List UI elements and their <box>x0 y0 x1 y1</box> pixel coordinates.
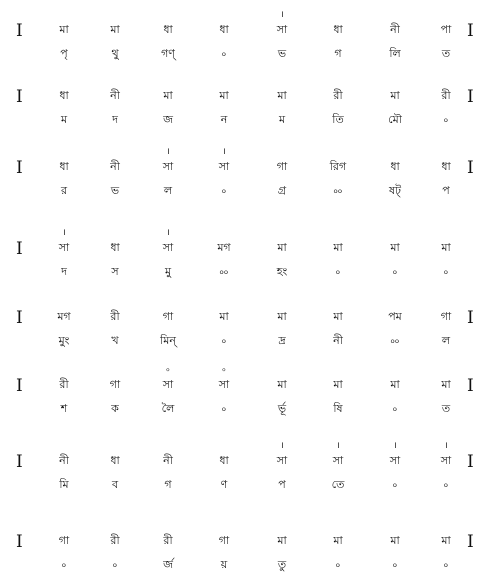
swara-note: নী <box>59 454 69 467</box>
lyric-syllable: ৹ <box>335 558 341 571</box>
swara-note: সা <box>162 241 174 254</box>
swara-note: গা <box>58 534 70 547</box>
lyric-syllable: দ <box>112 113 118 126</box>
swara-note: মা <box>390 89 400 102</box>
swara-note: ধা <box>110 241 120 254</box>
barline-end: I <box>467 87 474 107</box>
lyric-syllable: মু <box>164 265 172 278</box>
swara-note: সা <box>389 454 401 467</box>
barline-end: I <box>467 308 474 328</box>
lyric-syllable: ম <box>278 113 286 126</box>
swara-note: সা <box>332 454 344 467</box>
swara-note: মা <box>390 378 400 391</box>
lyric-syllable: স <box>111 265 119 278</box>
swara-note: সা <box>162 160 174 173</box>
swara-note: ধা <box>390 160 400 173</box>
swara-note: ধা <box>333 23 343 36</box>
barline-start: I <box>16 532 23 552</box>
lyric-syllable: ৹ <box>392 265 398 278</box>
swara-note: রী <box>59 378 69 391</box>
lyric-syllable: র <box>60 184 68 197</box>
lyric-syllable: ভ <box>110 184 120 197</box>
barline-end: I <box>467 532 474 552</box>
lyric-syllable: ৹৹ <box>333 184 343 197</box>
swara-note: সা <box>276 454 288 467</box>
lyric-syllable: ৹ <box>221 47 227 60</box>
swara-note: মগ <box>57 310 71 323</box>
barline-end: I <box>467 376 474 396</box>
lyric-syllable: ৹ <box>392 478 398 491</box>
octave-mark: । <box>280 441 284 451</box>
barline-start: I <box>16 87 23 107</box>
lyric-syllable: লৈ <box>161 402 175 415</box>
swara-note: পা <box>440 23 452 36</box>
lyric-syllable: দ <box>61 265 67 278</box>
swara-note: মা <box>277 378 287 391</box>
swara-note: রী <box>110 310 120 323</box>
swara-note: রী <box>441 89 451 102</box>
swara-note: মা <box>333 241 343 254</box>
swara-note: মা <box>390 534 400 547</box>
swara-note: ধা <box>163 23 173 36</box>
lyric-syllable: ৹ <box>61 558 67 571</box>
lyric-syllable: মি <box>59 478 69 491</box>
octave-mark: । <box>166 228 170 238</box>
lyric-syllable: ন <box>220 113 228 126</box>
swara-note: সা <box>162 378 174 391</box>
swara-note: নী <box>110 89 120 102</box>
lyric-syllable: ব <box>111 478 119 491</box>
lyric-syllable: ৹ <box>221 334 227 347</box>
swara-note: নী <box>163 454 173 467</box>
swara-note: মা <box>277 534 287 547</box>
lyric-syllable: ত <box>441 47 451 60</box>
lyric-syllable: র্ভূ <box>277 402 287 415</box>
lyric-syllable: ল <box>441 334 451 347</box>
swara-note: ধা <box>441 160 451 173</box>
swara-note: সা <box>58 241 70 254</box>
barline-end: I <box>467 158 474 178</box>
octave-mark: । <box>280 10 284 20</box>
lyric-syllable: ষট্ <box>388 184 402 197</box>
barline-start: I <box>16 158 23 178</box>
swara-note: মা <box>277 310 287 323</box>
lyric-syllable: ক <box>111 402 119 415</box>
swara-note: সা <box>218 160 230 173</box>
lyric-syllable: ৹ <box>221 402 227 415</box>
lyric-syllable: তু <box>277 558 287 571</box>
lyric-syllable: তে <box>331 478 345 491</box>
octave-mark: । <box>222 147 226 157</box>
lyric-syllable: ৹ <box>392 402 398 415</box>
lyric-syllable: ৹৹ <box>219 265 229 278</box>
swara-note: মা <box>277 241 287 254</box>
lyric-syllable: ণ <box>220 478 228 491</box>
swara-note: মগ <box>217 241 231 254</box>
swara-note: রী <box>110 534 120 547</box>
swara-note: মা <box>163 89 173 102</box>
swara-note: মা <box>333 310 343 323</box>
swara-note: গা <box>162 310 174 323</box>
octave-mark: । <box>336 441 340 451</box>
octave-mark: । <box>393 441 397 451</box>
lyric-syllable: শ <box>60 402 68 415</box>
lyric-syllable: তি <box>332 113 344 126</box>
lyric-syllable: ষি <box>333 402 343 415</box>
swara-note: রী <box>163 534 173 547</box>
lyric-syllable: হং <box>276 265 288 278</box>
swara-note: মা <box>441 241 451 254</box>
lyric-syllable: মুং <box>58 334 70 347</box>
lyric-syllable: ৹ <box>443 478 449 491</box>
octave-mark: ৹ <box>166 365 170 375</box>
swara-note: রিগ <box>329 160 347 173</box>
swara-note: মা <box>277 89 287 102</box>
barline-start: I <box>16 21 23 41</box>
swara-note: নী <box>110 160 120 173</box>
swara-note: ধা <box>59 160 69 173</box>
lyric-syllable: গ্র <box>277 184 287 197</box>
lyric-syllable: গ <box>164 478 172 491</box>
swara-note: সা <box>440 454 452 467</box>
lyric-syllable: ৹ <box>112 558 118 571</box>
lyric-syllable: জ <box>163 113 173 126</box>
octave-mark: ৹ <box>222 365 226 375</box>
swara-note: গা <box>276 160 288 173</box>
swara-note: ধা <box>219 454 229 467</box>
lyric-syllable: ৹ <box>392 558 398 571</box>
barline-end: I <box>467 21 474 41</box>
lyric-syllable: গ <box>334 47 342 60</box>
lyric-syllable: ৹ <box>335 265 341 278</box>
lyric-syllable: য় <box>220 558 228 571</box>
barline-start: I <box>16 376 23 396</box>
lyric-syllable: ৹ <box>221 184 227 197</box>
lyric-syllable: প <box>442 184 450 197</box>
swara-note: ধা <box>59 89 69 102</box>
swara-note: মা <box>441 378 451 391</box>
lyric-syllable: গণ্ <box>161 47 175 60</box>
swara-note: মা <box>390 241 400 254</box>
lyric-syllable: লি <box>389 47 401 60</box>
barline-start: I <box>16 308 23 328</box>
lyric-syllable: ত <box>441 402 451 415</box>
swara-note: সা <box>276 23 288 36</box>
swara-note: গা <box>218 534 230 547</box>
swara-note: পম <box>388 310 402 323</box>
lyric-syllable: মিন্ <box>160 334 176 347</box>
swara-note: সা <box>218 378 230 391</box>
swara-note: মা <box>219 310 229 323</box>
barline-start: I <box>16 239 23 259</box>
swara-note: মা <box>333 534 343 547</box>
swara-note: মা <box>333 378 343 391</box>
swara-note: মা <box>219 89 229 102</box>
lyric-syllable: থু <box>111 47 119 60</box>
lyric-syllable: মৌ <box>388 113 402 126</box>
lyric-syllable: নী <box>333 334 343 347</box>
lyric-syllable: দ্র <box>278 334 286 347</box>
swara-note: রী <box>333 89 343 102</box>
lyric-syllable: ৹ <box>443 113 449 126</box>
lyric-syllable: খ <box>111 334 119 347</box>
lyric-syllable: ৹ <box>443 558 449 571</box>
swara-note: নী <box>390 23 400 36</box>
swara-note: মা <box>59 23 69 36</box>
swara-note: গা <box>109 378 121 391</box>
lyric-syllable: প <box>278 478 286 491</box>
lyric-syllable: ৹ <box>443 265 449 278</box>
swara-note: ধা <box>219 23 229 36</box>
lyric-syllable: পৃ <box>60 47 68 60</box>
swara-note: গা <box>440 310 452 323</box>
swara-note: মা <box>441 534 451 547</box>
octave-mark: । <box>444 441 448 451</box>
octave-mark: । <box>62 228 66 238</box>
swara-note: মা <box>110 23 120 36</box>
lyric-syllable: ভ <box>277 47 287 60</box>
lyric-syllable: ম <box>60 113 68 126</box>
swara-note: ধা <box>110 454 120 467</box>
lyric-syllable: ল <box>163 184 173 197</box>
barline-end: I <box>467 452 474 472</box>
octave-mark: । <box>166 147 170 157</box>
barline-start: I <box>16 452 23 472</box>
lyric-syllable: ৹৹ <box>390 334 400 347</box>
lyric-syllable: র্জ <box>163 558 173 571</box>
